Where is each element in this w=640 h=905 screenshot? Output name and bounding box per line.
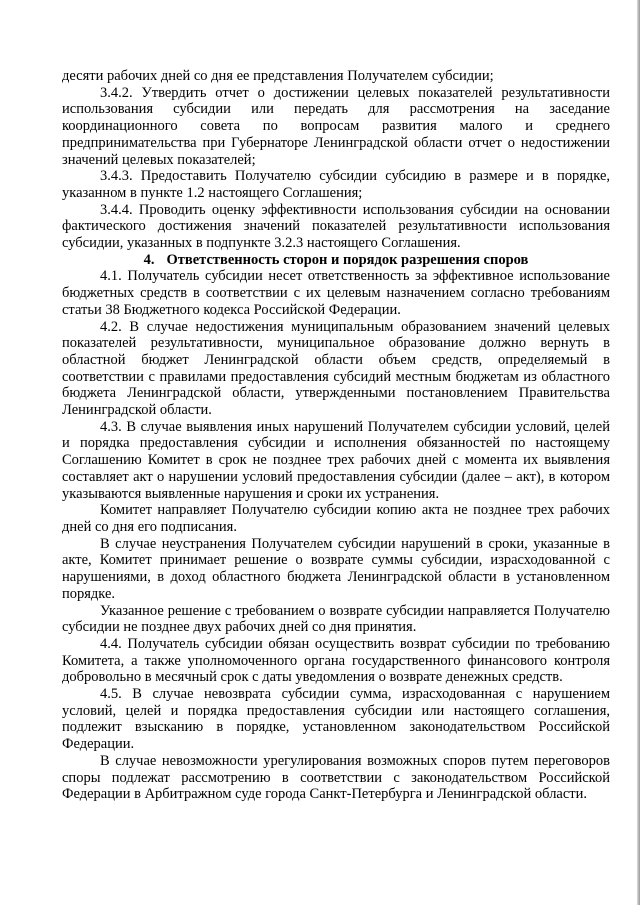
paragraph-decision: Указанное решение с требованием о возврате субсидии направляется Получателю субсидии не позднее двух рабочих дней со дня принятия. bbox=[62, 602, 610, 636]
paragraph-4-5: 4.5. В случае невозврата субсидии сумма, израсходованная с нарушением условий, целей и порядка предоставления субсидии или настоящего соглашения, подлежит взысканию в порядке, установленном законодательством Российской Федерации. bbox=[62, 686, 610, 753]
paragraph-4-4: 4.4. Получатель субсидии обязан осуществить возврат субсидии по требованию Комитета, а также уполномоченного органа государственного финансового контроля добровольно в месячный срок с даты уведомления о возврате денежных средств. bbox=[62, 635, 610, 686]
paragraph-3-4-3: 3.4.3. Предоставить Получателю субсидии субсидию в размере и в порядке, указанном в пункте 1.2 настоящего Соглашения; bbox=[62, 168, 610, 201]
paragraph-3-4-4: 3.4.4. Проводить оценку эффективности использования субсидии на основании фактического достижения значений показателей результативности использования субсидии, указанных в подпункте 3.2.3 настоящего Соглашения. bbox=[62, 201, 610, 252]
section-title: Ответственность сторон и порядок разрешения споров bbox=[166, 251, 529, 268]
paragraph-4-2: 4.2. В случае недостижения муниципальным образованием значений целевых показателей результативности, муниципальное образование должно вернуть в областной бюджет Ленинградской области объем средств, определяемый в соответствии с правилами предоставления субсидий местным бюджетам из областного бюджета Ленинградской области, утвержденными постановлением Правительства Ленинградской области. bbox=[62, 318, 610, 419]
paragraph-continuation: десяти рабочих дней со дня ее представления Получателем субсидии; bbox=[62, 68, 494, 84]
paragraph-non-elimination: В случае неустранения Получателем субсидии нарушений в сроки, указанные в акте, Комитет принимает решение о возврате суммы субсидии, израсходованной с нарушениями, в доход областного бюджета Ленинградской области в установленном порядке. bbox=[62, 535, 610, 602]
paragraph-4-3: 4.3. В случае выявления иных нарушений Получателем субсидии условий, целей и порядка предоставления субсидии и исполнения обязанностей по настоящему Соглашению Комитет в срок не позднее трех рабочих дней с момента их выявления составляет акт о нарушении условий предоставления субсидии (далее – акт), в котором указываются выявленные нарушения и сроки их устранения. bbox=[62, 418, 610, 502]
section-number: 4. bbox=[143, 251, 155, 268]
document-page bbox=[62, 68, 610, 803]
paragraph-3-4-2: 3.4.2. Утвердить отчет о достижении целевых показателей результативности использования субсидии или передать для рассмотрения на заседание координационного совета по вопросам развития малого и среднего предпринимательства при Губернаторе Ленинградской области отчет о недостижении значений целевых показателей; bbox=[62, 84, 610, 168]
paragraph-act-sending: Комитет направляет Получателю субсидии копию акта не позднее трех рабочих дней со дня его подписания. bbox=[62, 502, 610, 535]
paragraph-disputes: В случае невозможности урегулирования возможных споров путем переговоров споры подлежат рассмотрению в соответствии с законодательством Российской Федерации в Арбитражном суде города Санкт-Петербурга и Ленинградской области. bbox=[62, 752, 610, 803]
section-heading bbox=[62, 252, 610, 269]
paragraph-4-1: 4.1. Получатель субсидии несет ответственность за эффективное использование бюджетных средств в соответствии с их целевым назначением согласно требованиям статьи 38 Бюджетного кодекса Российской Федерации. bbox=[62, 268, 610, 318]
